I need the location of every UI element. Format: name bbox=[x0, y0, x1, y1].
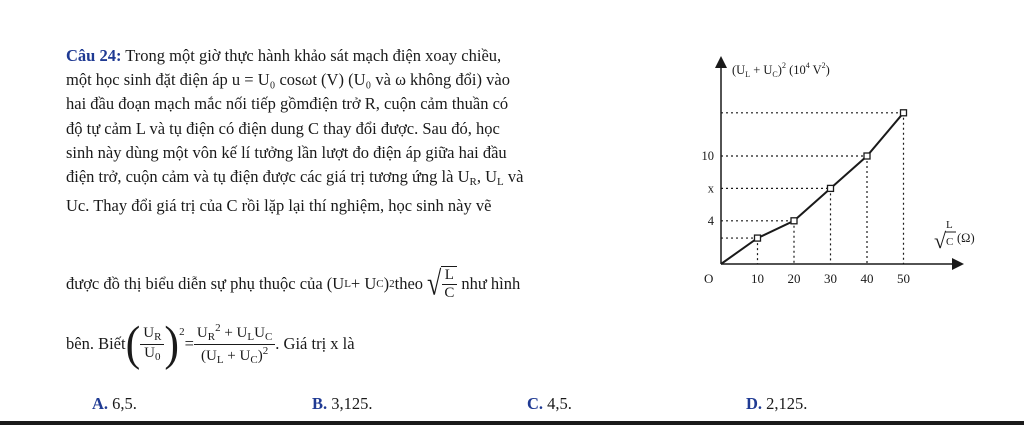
right-paren: ) bbox=[164, 316, 180, 371]
data-point-3 bbox=[864, 153, 870, 159]
guide-lines bbox=[721, 113, 904, 264]
answer-a[interactable]: A. 6,5. bbox=[92, 394, 137, 413]
y-tick-label-x: x bbox=[707, 181, 714, 196]
y-tick-label-10: 10 bbox=[701, 149, 714, 163]
question-line-6: điện trở, cuộn cảm và tụ điện được các giá trị tương ứng là $U_R$, $U_L$ và bbox=[66, 167, 524, 189]
data-point-0 bbox=[755, 235, 761, 241]
svg-text:L: L bbox=[946, 219, 953, 231]
left-paren: ( bbox=[125, 316, 141, 371]
graph bbox=[690, 50, 990, 290]
answer-d[interactable]: D. 2,125. bbox=[746, 394, 808, 413]
question-line-2: một học sinh đặt điện áp u = U₀ cosωt (V) (U₀ và ω không đổi) vào bbox=[66, 70, 510, 90]
y-ticks bbox=[702, 149, 715, 228]
question-line-4: độ tự cảm L và tụ điện có điện dung C thay đổi được. Sau đó, học bbox=[66, 118, 500, 138]
answer-b[interactable]: B. 3,125. bbox=[312, 394, 373, 413]
data-point-2 bbox=[828, 185, 834, 191]
ratio-ur-u0: $\frac{U_R}{U_0}$ bbox=[140, 325, 164, 363]
data-point-4 bbox=[901, 110, 907, 116]
x-tick-label-20: 20 bbox=[787, 271, 801, 286]
question-line-3: hai đầu đoạn mạch mắc nối tiếp gồmđiện trở R, cuộn cảm thuần có bbox=[66, 94, 509, 114]
data-point-1 bbox=[791, 218, 797, 224]
radical-icon: √ bbox=[427, 264, 442, 303]
svg-text:C: C bbox=[946, 236, 954, 248]
y-tick-label-4: 4 bbox=[707, 213, 714, 228]
x-axis-label bbox=[934, 219, 975, 253]
radical-icon: √ bbox=[934, 228, 947, 253]
answer-options bbox=[0, 394, 1024, 418]
question-line-1: Câu 24: Trong một giờ thực hành khảo sát mạch điện xoay chiều, bbox=[66, 46, 502, 65]
x-tick-label-30: 30 bbox=[824, 271, 837, 286]
question-number: Câu 24: bbox=[66, 46, 122, 65]
x-ticks bbox=[751, 271, 910, 286]
question-line-7: Uc. Thay đổi giá trị của C rồi lặp lại thí nghiệm, học sinh này vẽ bbox=[66, 196, 492, 216]
answer-c[interactable]: C. 4,5. bbox=[527, 394, 572, 413]
origin-label: O bbox=[704, 271, 714, 286]
x-tick-label-50: 50 bbox=[897, 271, 910, 286]
svg-text:(Ω): (Ω) bbox=[957, 231, 975, 245]
x-tick-label-10: 10 bbox=[751, 271, 764, 286]
question-line-8: được đồ thị biểu diễn sự phụ thuộc của (U L + U C ) 2 theo √ $\frac{L}{C}$ như hình bbox=[66, 264, 521, 303]
question-text bbox=[66, 44, 672, 218]
formula-fraction: $\frac{U_R^2 + U_LU_C}{(U_L + U_C)^2}$ bbox=[194, 322, 275, 366]
bottom-rule bbox=[0, 421, 1024, 425]
given-formula: bên. Biết ( $\frac{U_R}{U_0}$ ) 2 = $\frac{U_R^2 + U_LU_C}{(U_L + U_C)^2}$ . Giá trị x là bbox=[66, 316, 355, 371]
y-axis-label: $(U_L + U_C)^2$ ($10^4$ $V^2$) bbox=[732, 61, 830, 79]
sqrt-l-over-c: √ $\frac{L}{C}$ bbox=[427, 266, 457, 303]
x-tick-label-40: 40 bbox=[860, 271, 874, 286]
question-line-5: sinh này dùng một vôn kế lí tưởng lần lượt đo điện áp giữa hai đầu bbox=[66, 142, 507, 162]
